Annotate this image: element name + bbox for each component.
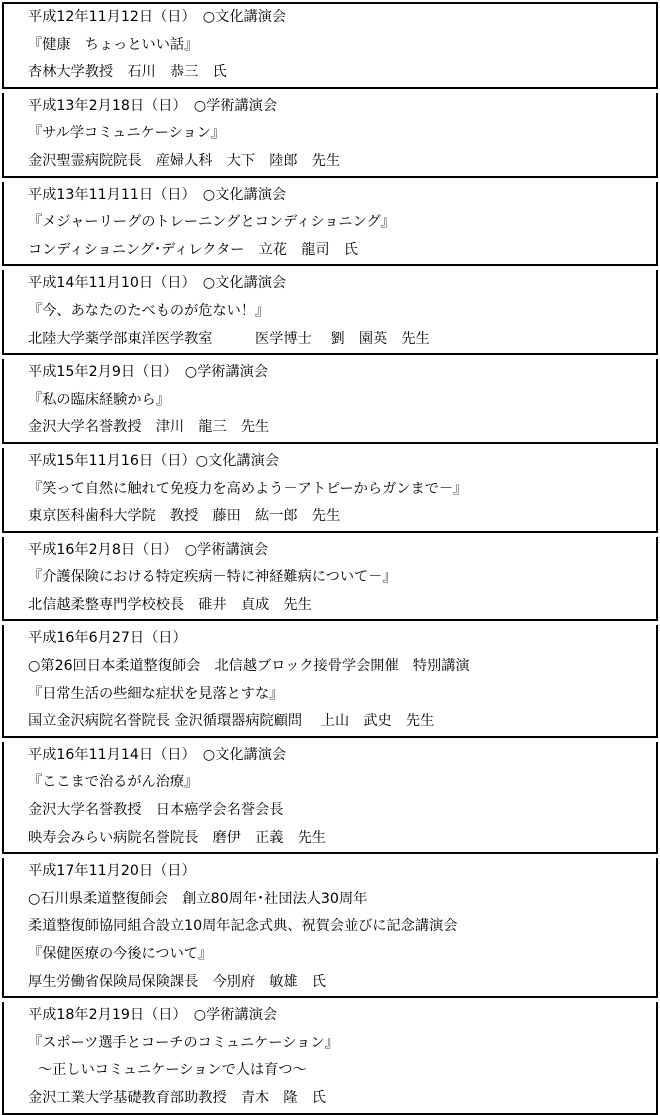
- entry-speaker: 金沢聖霊病院院長 産婦人科 大下 陸郎 先生: [28, 152, 341, 169]
- lecture-history-table: [2, 2, 658, 1115]
- entry-speaker: 映寿会みらい病院名誉院長 磨伊 正義 先生: [28, 829, 326, 846]
- entry-title: 『保健医療の今後について』: [28, 946, 213, 962]
- entry-date-line: 平成14年11月10日（日） ○文化講演会: [28, 275, 287, 292]
- entry-title: 『笑って自然に触れて免疫力を高めよう－アトピーからガンまで－』: [28, 480, 468, 497]
- entry-event: ○石川県柔道整復師会 創立80周年･社団法人30周年: [28, 890, 368, 907]
- entry-speaker: 東京医科歯科大学院 教授 藤田 紘一郎 先生: [28, 508, 341, 525]
- entry-2004-06-27: [2, 625, 658, 737]
- entry-event: ○第26回日本柔道整復師会 北信越ブロック接骨学会開催 特別講演: [28, 658, 470, 675]
- entry-title: 『私の臨床経験から』: [28, 391, 170, 408]
- entry-date-line: 平成16年2月8日（日） ○学術講演会: [28, 541, 269, 558]
- entry-2005-11-20: [2, 858, 658, 998]
- entry-date-line: 平成17年11月20日（日）: [28, 863, 196, 880]
- entry-2004-02-08: [2, 537, 658, 622]
- entry-subtitle: ～正しいコミュニケーションで人は育つ～: [38, 1062, 307, 1079]
- entry-speaker: コンディショニング･ディレクター 立花 龍司 氏: [28, 241, 359, 258]
- entry-title: 『今、あなたのたべものが危ない！』: [28, 302, 270, 319]
- entry-speaker: 杏林大学教授 石川 恭三 氏: [28, 64, 227, 81]
- entry-2001-11-11: [2, 182, 658, 267]
- entry-speaker: 金沢工業大学基礎教育部助教授 青木 隆 氏: [28, 1089, 326, 1106]
- entry-2001-02-18: [2, 93, 658, 178]
- entry-speaker: 国立金沢病院名誉院長 金沢循環器病院顧問 上山 武史 先生: [28, 713, 435, 730]
- entry-date-line: 平成13年11月11日（日） ○文化講演会: [28, 186, 287, 203]
- entry-date-line: 平成12年11月12日（日） ○文化講演会: [28, 9, 287, 25]
- entry-date-line: 平成15年11月16日（日）○文化講演会: [28, 452, 279, 469]
- entry-speaker-affiliation: 金沢大学名誉教授 日本癌学会名誉会長: [28, 802, 284, 819]
- entry-speaker: 北陸大学薬学部東洋医学教室 医学博士 劉 園英 先生: [28, 330, 430, 347]
- entry-title: 『日常生活の些細な症状を見落とすな』: [28, 685, 284, 702]
- entry-title: 『サル学コミュニケーション』: [28, 125, 226, 142]
- entry-title: 『スポーツ選手とコーチのコミュニケーション』: [28, 1034, 339, 1051]
- entry-2003-02-09: [2, 359, 658, 444]
- entry-speaker: 北信越柔整専門学校校長 碓井 貞成 先生: [28, 596, 312, 613]
- entry-title: 『健康 ちょっといい話』: [28, 36, 199, 53]
- entry-date-line: 平成18年2月19日（日） ○学術講演会: [28, 1007, 278, 1024]
- entry-event-detail: 柔道整復師協同組合設立10周年記念式典、祝賀会並びに記念講演会: [28, 918, 458, 935]
- entry-date-line: 平成15年2月9日（日） ○学術講演会: [28, 364, 269, 381]
- entry-date-line: 平成16年6月27日（日）: [28, 630, 187, 647]
- entry-date-line: 平成16年11月14日（日） ○文化講演会: [28, 746, 287, 763]
- entry-2006-02-19: [2, 1002, 658, 1114]
- entry-title: 『介護保険における特定疾病－特に神経難病について－』: [28, 569, 397, 586]
- entry-speaker: 金沢大学名誉教授 津川 龍三 先生: [28, 419, 270, 436]
- entry-title: 『メジャーリーグのトレーニングとコンディショニング』: [28, 214, 395, 231]
- entry-date-line: 平成13年2月18日（日） ○学術講演会: [28, 97, 278, 114]
- entry-2000-11-12: [2, 4, 658, 89]
- entry-2003-11-16: [2, 448, 658, 533]
- entry-speaker: 厚生労働省保険局保険課長 今別府 敏雄 氏: [28, 973, 326, 990]
- entry-2004-11-14: [2, 742, 658, 854]
- entry-title: 『ここまで治るがん治療』: [28, 774, 199, 791]
- entry-2002-11-10: [2, 270, 658, 355]
